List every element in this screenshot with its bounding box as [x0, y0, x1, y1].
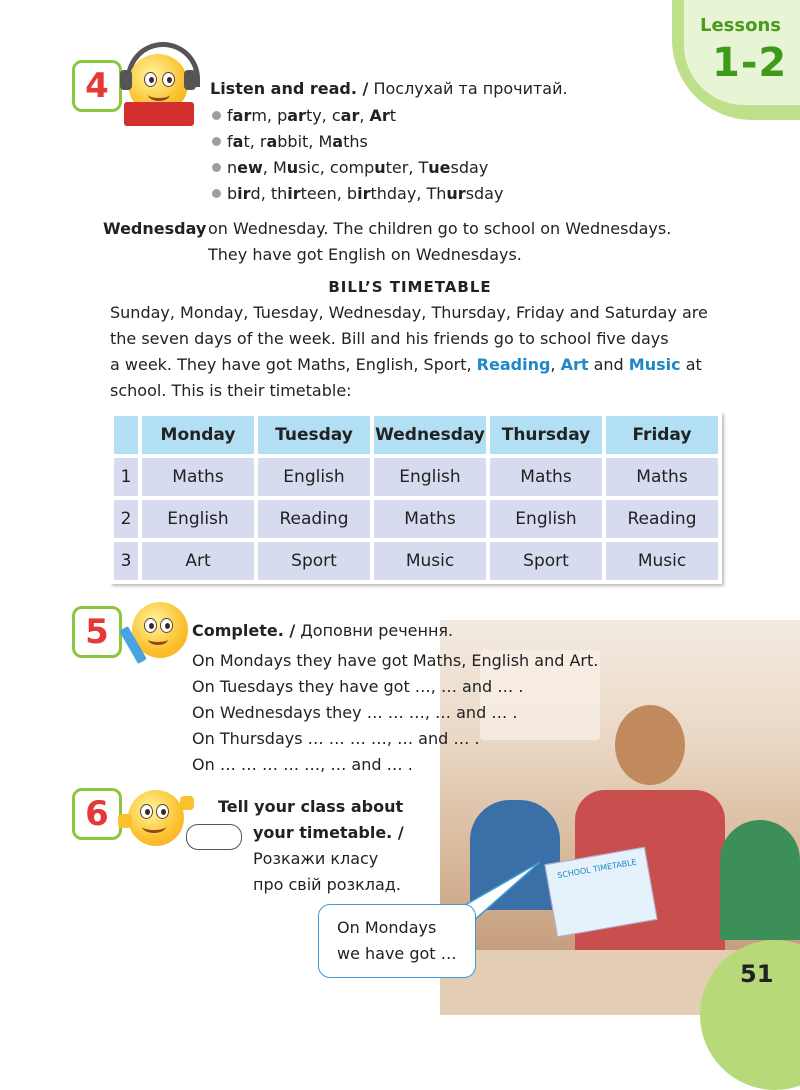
exercise-5-badge: 5	[72, 606, 122, 658]
bill-line-4: school. This is their timetable:	[110, 381, 352, 400]
timetable-sign: SCHOOL TIMETABLE	[544, 847, 657, 938]
exercise-4-badge: 4	[72, 60, 122, 112]
bill-line-3: a week. They have got Maths, English, Sport, Reading, Art and Music at	[110, 355, 702, 374]
timetable-header-row	[114, 416, 718, 454]
word-list-row: fat, rabbit, Maths	[212, 129, 503, 155]
exercise-6-line-4: про свій розклад.	[253, 875, 401, 894]
table-cell: Sport	[258, 542, 370, 580]
table-cell: English	[258, 458, 370, 496]
exercise-6-line-3: Розкажи класу	[253, 849, 379, 868]
day-header: Tuesday	[258, 416, 370, 454]
wednesday-line-2: They have got English on Wednesdays.	[208, 245, 522, 264]
lessons-number: 1-2	[712, 40, 788, 86]
speech-bubble	[318, 904, 476, 978]
table-cell: Reading	[606, 500, 718, 538]
art-word: Art	[560, 355, 589, 374]
exercise-6-line-2: your timetable. /	[253, 823, 404, 842]
table-row	[114, 458, 718, 496]
exercise-5-title-ua: Доповни речення.	[295, 621, 454, 640]
lesson-number: 2	[114, 500, 138, 538]
complete-line: On … … … … …, … and … .	[192, 755, 413, 774]
word-list-row: new, Music, computer, Tuesday	[212, 155, 503, 181]
word-list	[212, 103, 503, 207]
bubble-line-2: we have got …	[337, 944, 457, 963]
page-number: 51	[740, 960, 774, 988]
table-cell: Maths	[606, 458, 718, 496]
smiley-headphones-icon	[118, 42, 202, 126]
exercise-4-title-en: Listen and read. /	[210, 79, 369, 98]
lesson-number: 1	[114, 458, 138, 496]
lesson-number: 3	[114, 542, 138, 580]
table-cell: Reading	[258, 500, 370, 538]
bill-line-1: Sunday, Monday, Tuesday, Wednesday, Thursday, Friday and Saturday are	[110, 303, 708, 322]
wednesday-line-1: on Wednesday. The children go to school on Wednesdays.	[208, 219, 672, 238]
word-list-row: bird, thirteen, birthday, Thursday	[212, 181, 503, 207]
complete-line: On Mondays they have got Maths, English and Art.	[192, 651, 599, 670]
day-header: Monday	[142, 416, 254, 454]
exercise-4-title	[210, 76, 568, 102]
exercise-6-line-1: Tell your class about	[218, 797, 404, 816]
exercise-5-title	[192, 618, 453, 644]
bill-line-2: the seven days of the week. Bill and his friends go to school five days	[110, 329, 669, 348]
day-header: Friday	[606, 416, 718, 454]
table-cell: Music	[606, 542, 718, 580]
complete-line: On Thursdays … … … …, … and … .	[192, 729, 480, 748]
table-cell: English	[142, 500, 254, 538]
complete-line: On Wednesdays they … … …, … and … .	[192, 703, 518, 722]
table-cell: English	[490, 500, 602, 538]
wednesday-word: Wednesday	[103, 219, 207, 238]
word-list-row: farm, party, car, Art	[212, 103, 503, 129]
speech-bubble-icon	[186, 824, 242, 850]
bubble-line-1: On Mondays	[337, 918, 437, 937]
table-cell: Sport	[490, 542, 602, 580]
timetable	[110, 412, 722, 584]
complete-line: On Tuesdays they have got …, … and … .	[192, 677, 524, 696]
table-cell: English	[374, 458, 486, 496]
bill-heading: BILL’S TIMETABLE	[328, 278, 492, 296]
lessons-label: Lessons	[700, 15, 781, 36]
table-cell: Music	[374, 542, 486, 580]
exercise-5-title-en: Complete. /	[192, 621, 296, 640]
table-row	[114, 500, 718, 538]
table-row	[114, 542, 718, 580]
day-header: Wednesday	[374, 416, 486, 454]
table-cell: Maths	[374, 500, 486, 538]
day-header: Thursday	[490, 416, 602, 454]
table-cell: Art	[142, 542, 254, 580]
reading-word: Reading	[476, 355, 551, 374]
exercise-4-title-ua: Послухай та прочитай.	[368, 79, 568, 98]
exercise-6-badge: 6	[72, 788, 122, 840]
music-word: Music	[628, 355, 681, 374]
table-cell: Maths	[490, 458, 602, 496]
table-cell: Maths	[142, 458, 254, 496]
smiley-pencil-icon	[122, 600, 188, 666]
